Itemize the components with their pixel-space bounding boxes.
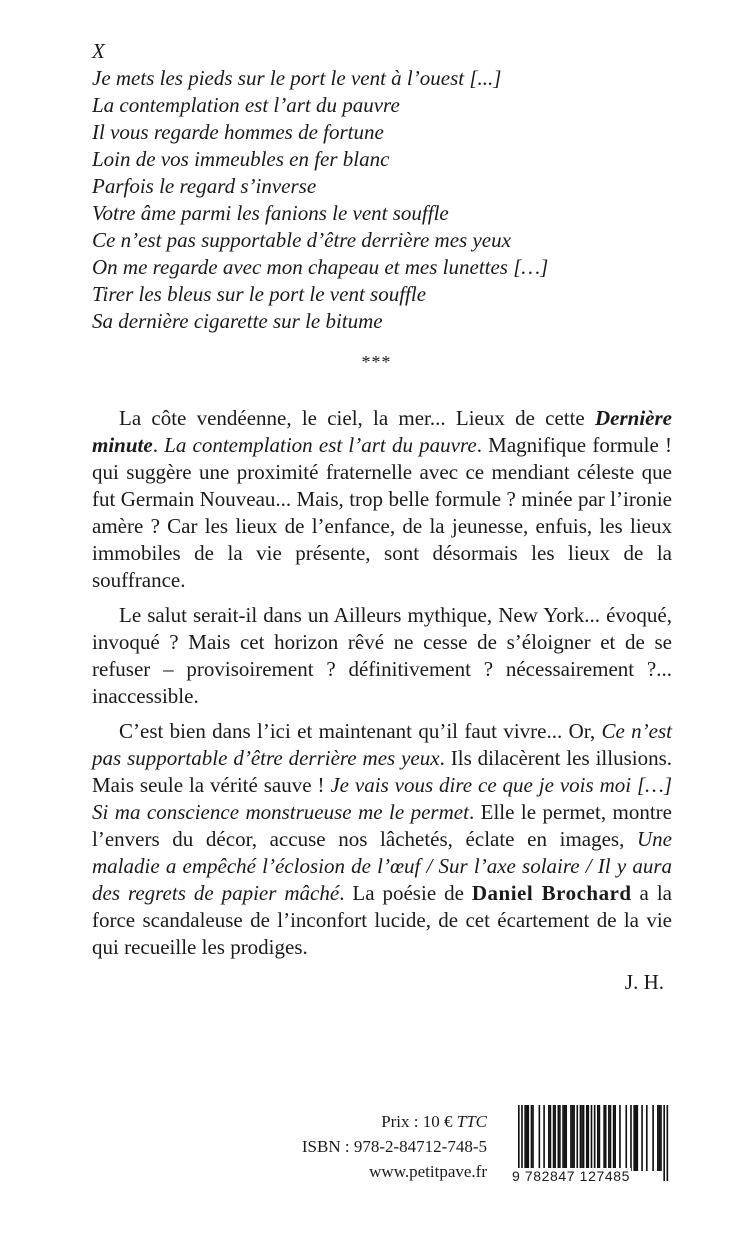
isbn: ISBN : 978-2-84712-748-5 (301, 1137, 487, 1156)
poem-line: Tirer les bleus sur le port le vent souffle (92, 282, 427, 306)
website: www.petitpave.fr (369, 1162, 487, 1181)
barcode-number: 9 782847 127485 (512, 1168, 630, 1184)
barcode-bar (619, 1105, 621, 1171)
barcode-bar (660, 1105, 662, 1171)
back-cover-text (92, 405, 672, 1004)
section-separator: *** (361, 352, 392, 372)
text-run: a la force scandaleuse de l’inconfort lucide, de cet écartement de la vie qui recueille les prodiges. (92, 881, 672, 959)
barcode-bar (605, 1105, 607, 1171)
quote: Je vais vous dire ce que je vois moi […] Si ma conscience monstrueuse me le permet (92, 773, 672, 824)
price-suffix: TTC (456, 1112, 487, 1131)
barcode-bar (635, 1105, 637, 1171)
poem-line: Ce n’est pas supportable d’être derrière mes yeux (92, 228, 511, 252)
text-run: . (152, 433, 165, 457)
barcode-bar (633, 1105, 635, 1171)
barcode-bar (576, 1105, 578, 1171)
barcode-bar (583, 1105, 585, 1171)
paragraph-1 (92, 405, 672, 594)
barcode-bar (559, 1105, 561, 1171)
barcode-bar (588, 1105, 590, 1171)
barcode-bar (613, 1105, 615, 1171)
paragraph-3 (92, 718, 672, 961)
barcode-bar (550, 1105, 552, 1171)
quote: Une maladie a empêché l’éclosion de l’œuf / Sur l’axe solaire / Il y aura des regrets de papier mâché (92, 827, 672, 905)
publication-info (302, 1109, 487, 1184)
barcode-bar (603, 1105, 605, 1171)
book-title: Dernière minute (92, 406, 672, 457)
barcode-bar (558, 1105, 560, 1171)
barcode-bar (599, 1105, 601, 1171)
barcode-bar (527, 1105, 529, 1171)
barcode-bar (554, 1105, 556, 1171)
barcode-digits (511, 1168, 675, 1184)
poem-line: La contemplation est l’art du pauvre (92, 93, 400, 117)
barcode-bar (548, 1105, 550, 1171)
barcode-bar (614, 1105, 616, 1171)
poem-line: Je mets les pieds sur le port le vent à l’ouest [...] (92, 66, 502, 90)
barcode-bar (526, 1105, 528, 1171)
barcode-bar (646, 1105, 648, 1171)
price-label: Prix : 10 € (381, 1112, 457, 1131)
poem-line: Il vous regarde hommes de fortune (92, 120, 384, 144)
barcode-bar (608, 1105, 610, 1171)
barcode-bar (572, 1105, 574, 1171)
poem-line: X (92, 39, 105, 63)
barcode-bar (532, 1105, 534, 1171)
barcode-bar (657, 1105, 659, 1171)
barcode-bar (531, 1105, 533, 1171)
barcode-bar (573, 1105, 575, 1171)
poem-line: Parfois le regard s’inverse (92, 174, 317, 198)
text-run: . Ils dilacèrent les illusions. Mais seule la vérité sauve ! (92, 746, 673, 797)
barcode-bar (580, 1105, 582, 1171)
barcode-bar (641, 1105, 643, 1171)
text-run: La côte vendéenne, le ciel, la mer... Lieux de cette (119, 406, 595, 430)
barcode-bar (659, 1105, 661, 1171)
poem-line: Votre âme parmi les fanions le vent souffle (92, 201, 449, 225)
barcode-bar (597, 1105, 599, 1171)
barcode-bar (553, 1105, 555, 1171)
text-run: C’est bien dans l’ici et maintenant qu’il faut vivre... Or, (119, 719, 602, 743)
barcode-bar (570, 1105, 572, 1171)
text-run: . Elle le permet, montre l’envers du décor, accuse nos lâchetés, éclate en images, (92, 800, 672, 851)
barcode-bar (586, 1105, 588, 1171)
barcode-bar (581, 1105, 583, 1171)
text-run: . La poésie de (339, 881, 472, 905)
poem (92, 38, 692, 335)
barcode-bar (630, 1105, 632, 1171)
author-name: Daniel Brochard (471, 881, 632, 905)
quote: La contemplation est l’art du pauvre (164, 433, 477, 457)
poem-line: Sa dernière cigarette sur le bitume (92, 309, 383, 333)
barcode-bar (610, 1105, 612, 1171)
poem-line: Loin de vos immeubles en fer blanc (92, 147, 390, 171)
poem-line: On me regarde avec mon chapeau et mes lunettes […] (92, 255, 549, 279)
price (302, 1109, 487, 1134)
barcode-bar (539, 1105, 541, 1171)
barcode-bar (562, 1105, 564, 1171)
signature: J. H. (624, 970, 664, 994)
barcode-bar (637, 1105, 639, 1171)
barcode-bar (564, 1105, 566, 1171)
barcode-bar (625, 1105, 627, 1171)
barcode-bar (543, 1105, 545, 1171)
quote: Ce n’est pas supportable d’être derrière mes yeux (92, 719, 672, 770)
barcode-bar (565, 1105, 567, 1171)
barcode-bar (524, 1105, 526, 1171)
barcode-bar (652, 1105, 654, 1171)
text-run: . Magnifique formule ! qui suggère une proximité fraternelle avec ce mendiant céleste que fut Germain Nouveau... Mais, trop belle formule ? minée par l’ironie amère ? Car les lieux de l’enfance, de la jeunesse, enfuis, les lieux immobiles de la vie présente, sont désormais les lieux de la souffrance. (92, 433, 672, 592)
paragraph-2: Le salut serait-il dans un Ailleurs mythique, New York... évoqué, invoqué ? Mais cet horizon rêvé ne cesse de s’éloigner et de se refuser – provisoirement ? définitivement ? nécessairement ?... inaccessible. (92, 603, 672, 708)
